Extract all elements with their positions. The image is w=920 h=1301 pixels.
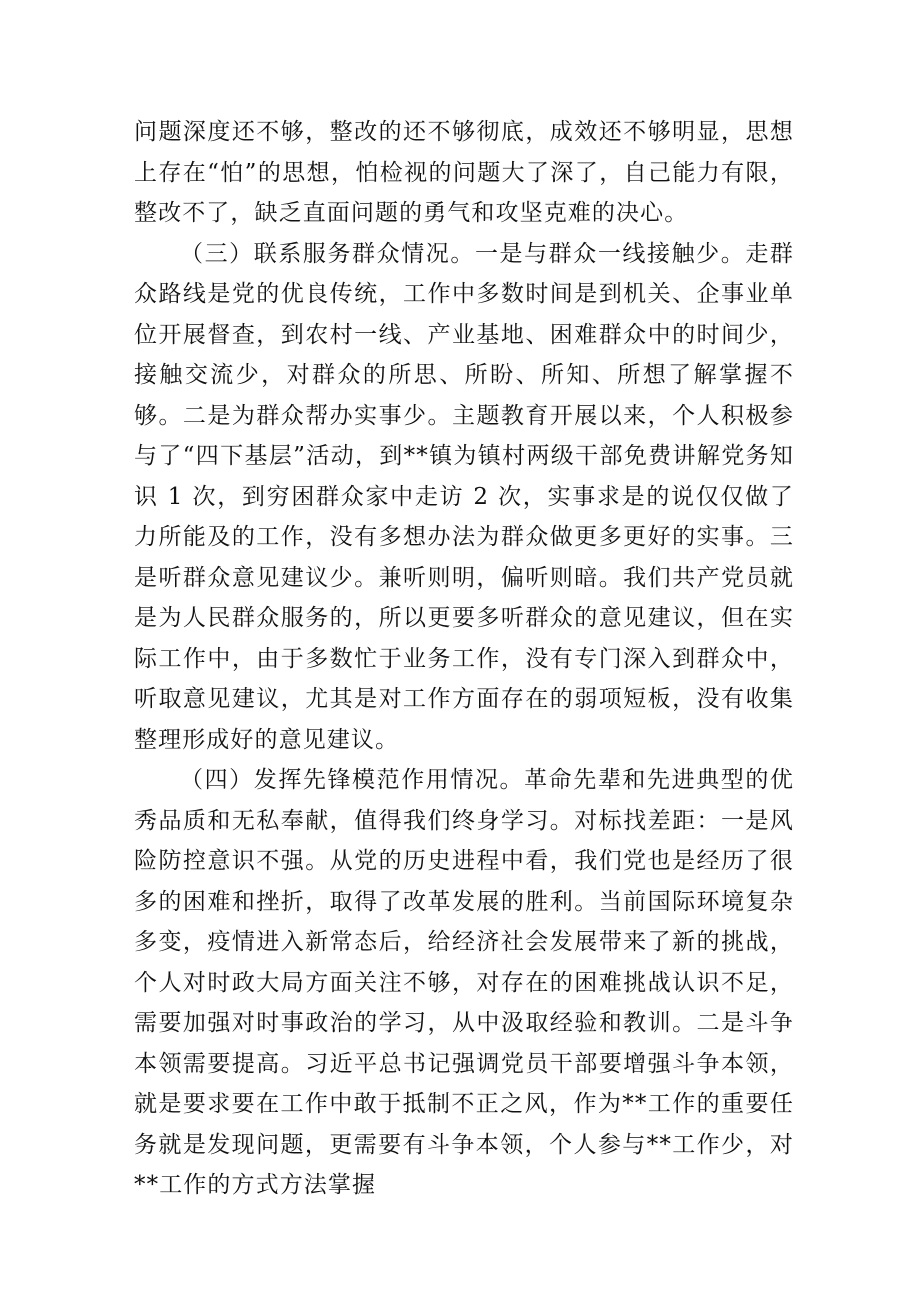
paragraph-continuation: 问题深度还不够，整改的还不够彻底，成效还不够明显，思想上存在“怕”的思想，怕检视的问题大了深了，自己能力有限，整改不了，缺乏直面问题的勇气和攻坚克难的决心。 [134,119,794,226]
paragraph-section-4-vanguard-role: （四）发挥先锋模范作用情况。革命先辈和先进典型的优秀品质和无私奉献，值得我们终身学习。对标找差距：一是风险防控意识不强。从党的历史进程中看，我们党也是经历了很多的困难和挫折，取得了改革发展的胜利。当前国际环境复杂多变，疫情进入新常态后，给经济社会发展带来了新的挑战，个人对时政大局方面关注不够，对存在的困难挑战认识不足，需要加强对时事政治的学习，从中汲取经验和教训。二是斗争本领需要提高。习近平总书记强调党员干部要增强斗争本领，就是要求要在工作中敢于抵制不正之风，作为**工作的重要任务就是发现问题，更需要有斗争本领，个人参与**工作少，对**工作的方式方法掌握 [134,767,794,1198]
paragraph-section-3-contact-masses: （三）联系服务群众情况。一是与群众一线接触少。走群众路线是党的优良传统，工作中多数时间是到机关、企事业单位开展督查，到农村一线、产业基地、困难群众中的时间少，接触交流少，对群众的所思、所盼、所知、所想了解掌握不够。二是为群众帮办实事少。主题教育开展以来，个人积极参与了“四下基层”活动，到**镇为镇村两级干部免费讲解党务知识 1 次，到穷困群众家中走访 2 次，实事求是的说仅仅做了力所能及的工作，没有多想办法为群众做更多更好的实事。三是听群众意见建议少。兼听则明，偏听则暗。我们共产党员就是为人民群众服务的，所以更要多听群众的意见建议，但在实际工作中，由于多数忙于业务工作，没有专门深入到群众中，听取意见建议，尤其是对工作方面存在的弱项短板，没有收集整理形成好的意见建议。 [134,240,794,753]
document-page [134,112,794,1206]
